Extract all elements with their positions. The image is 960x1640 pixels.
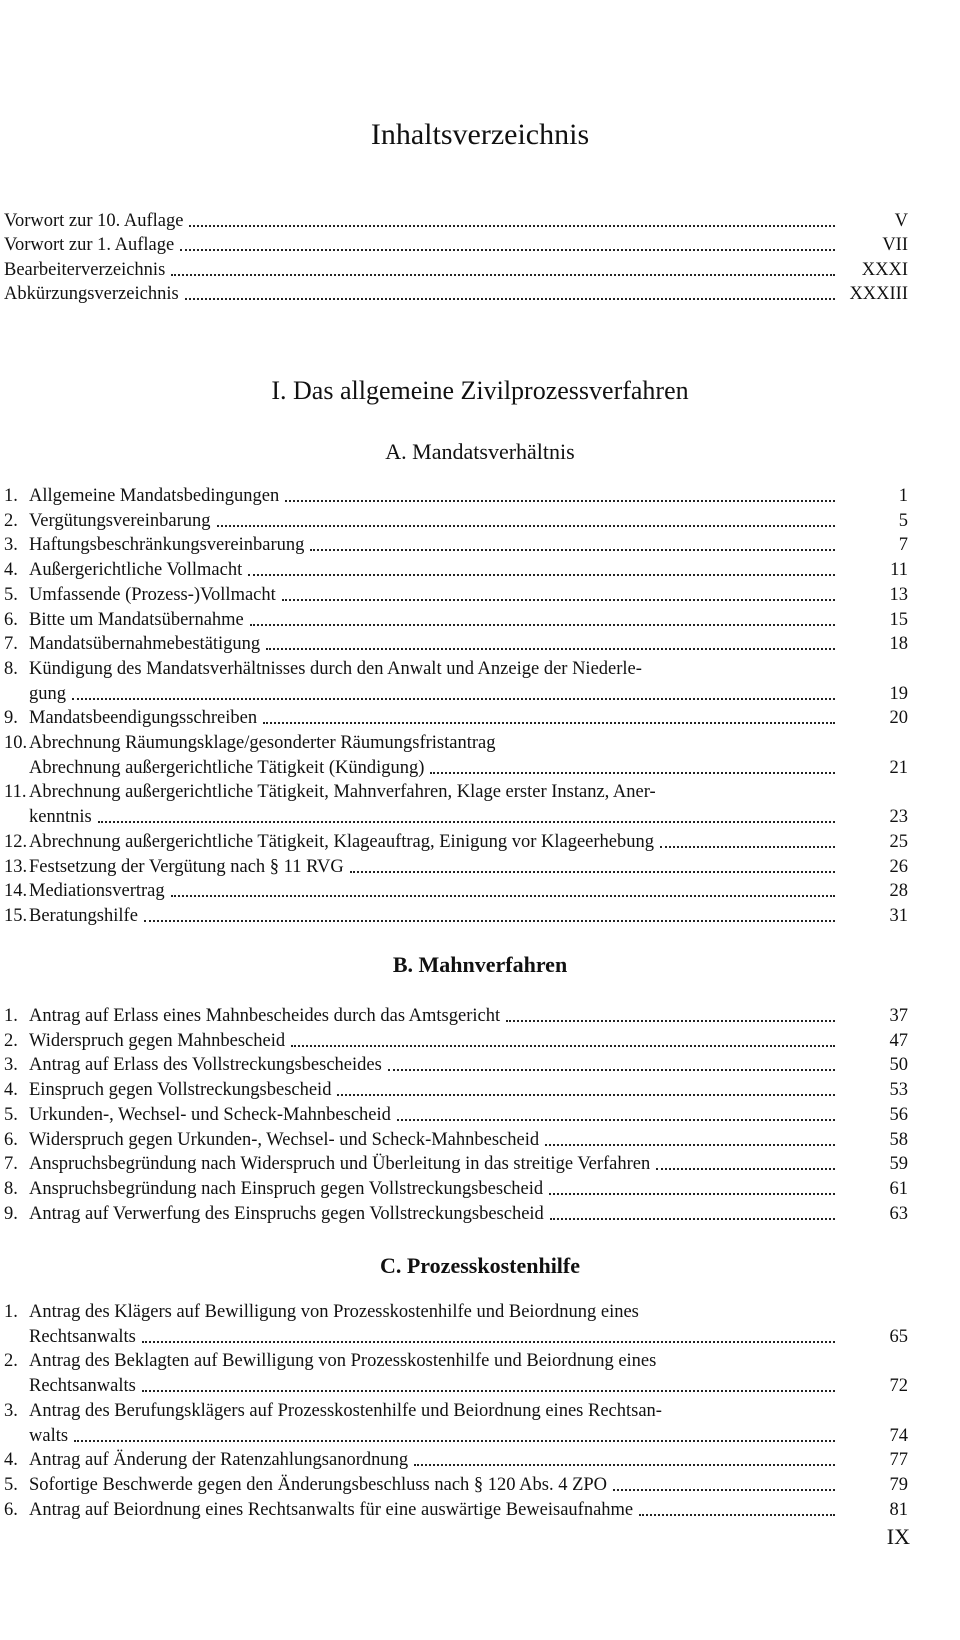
toc-line [0,730,960,757]
entry-number: 7. [4,634,18,655]
entry-title: Rechtsanwalts [29,1376,136,1397]
entry-title: Vorwort zur 10. Auflage [4,211,184,231]
entry-title: Vorwort zur 1. Auflage [4,235,175,256]
leader-dots [263,722,835,724]
entry-page: 5 [898,510,908,531]
entry-number: 1. [4,1006,18,1026]
toc-line [0,854,960,881]
entry-number: 4. [4,1080,18,1101]
toc-line [0,1077,960,1104]
leader-dots [171,895,835,897]
entry-page: 47 [889,1030,908,1051]
leader-dots [337,1094,835,1096]
entry-title: Kündigung des Mandatsverhältnisses durch den Anwalt und Anzeige der Niederle- [29,658,642,679]
toc-line [0,631,960,658]
toc-line [0,1151,960,1178]
leader-dots [171,274,835,276]
entry-page: 59 [889,1154,908,1175]
entry-number: 5. [4,584,18,605]
leader-dots [185,298,835,300]
entry-page: 1 [898,486,908,506]
entry-page: XXXI [861,259,908,280]
entry-page: 72 [889,1376,908,1397]
entry-number: 6. [4,609,18,630]
entry-title: Antrag auf Änderung der Ratenzahlungsanordnung [29,1450,409,1471]
leader-dots [282,599,835,601]
toc-line [0,1102,960,1129]
leader-dots [266,648,835,650]
entry-title: Abrechnung Räumungsklage/gesonderter Räumungsfristantrag [29,733,496,753]
toc-line [0,232,960,259]
leader-dots [74,1440,835,1442]
entry-page: 53 [889,1080,908,1101]
entry-number: 14. [4,881,28,902]
entry-title: Beratungshilfe [29,905,138,926]
entry-page: 25 [889,831,908,852]
leader-dots [613,1489,835,1491]
entry-title: Abrechnung außergerichtliche Tätigkeit, Klageauftrag, Einigung vor Klageerhebung [29,831,655,852]
leader-dots [397,1119,835,1121]
entry-page: 11 [890,560,908,581]
entry-page: 58 [889,1129,908,1150]
entry-number: 13. [4,856,28,877]
entry-number: 15. [4,905,28,926]
toc-line [0,532,960,559]
entry-page: 21 [889,757,908,778]
toc-line [0,804,960,831]
entry-title: Rechtsanwalts [29,1326,136,1347]
leader-dots [189,225,835,227]
entry-title: Antrag des Beklagten auf Bewilligung von Prozesskostenhilfe und Beiordnung eines [29,1351,657,1372]
entry-title: Widerspruch gegen Urkunden-, Wechsel- und Scheck-Mahnbescheid [29,1129,540,1150]
toc-line [0,1497,960,1524]
entry-number: 2. [4,1351,18,1372]
entry-number: 5. [4,1474,18,1495]
entry-number: 1. [4,486,18,506]
entry-page: 63 [889,1203,908,1224]
entry-page: 56 [889,1104,908,1125]
part-title: I. Das allgemeine Zivilprozessverfahren [271,376,689,405]
toc-line [0,1028,960,1055]
entry-page: 37 [889,1006,908,1026]
leader-dots [388,1069,835,1071]
toc-line [0,1299,960,1326]
entry-page: 61 [889,1178,908,1199]
entry-title: Antrag auf Verwerfung des Einspruchs gegen Vollstreckungsbescheid [29,1203,544,1224]
entry-page: 13 [889,584,908,605]
entry-page: XXXIII [849,283,908,304]
entry-title: Antrag des Klägers auf Bewilligung von Prozesskostenhilfe und Beiordnung eines [29,1302,639,1322]
entry-number: 8. [4,1178,18,1199]
entry-title: Antrag auf Erlass eines Mahnbescheides durch das Amtsgericht [29,1006,501,1026]
entry-number: 9. [4,1203,18,1224]
entry-title: Vergütungsvereinbarung [29,510,211,531]
page-number: IX [886,1524,910,1549]
toc-line [0,257,960,284]
entry-page: 50 [889,1055,908,1076]
leader-dots [142,1390,835,1392]
toc-line [0,1447,960,1474]
entry-number: 2. [4,510,18,531]
entry-page: 18 [889,634,908,655]
toc-line [0,1472,960,1499]
toc-line [0,878,960,905]
leader-dots [72,698,835,700]
toc-line [0,208,960,235]
toc-line [0,1348,960,1375]
section-b-title: B. Mahnverfahren [392,952,568,977]
entry-title: gung [29,683,66,704]
leader-dots [414,1464,835,1466]
entry-number: 4. [4,1450,18,1471]
leader-dots [656,1168,835,1170]
toc-line [0,705,960,732]
entry-title: Sofortige Beschwerde gegen den Änderungsbeschluss nach § 120 Abs. 4 ZPO [29,1474,608,1495]
toc-line [0,281,960,308]
toc-line [0,1003,960,1030]
toc-line [0,1127,960,1154]
leader-dots [217,525,835,527]
leader-dots [550,1218,835,1220]
toc-line [0,829,960,856]
section-a-title: A. Mandatsverhältnis [385,439,575,464]
section-c-title: C. Prozesskostenhilfe [379,1253,581,1278]
entry-title: Außergerichtliche Vollmacht [29,560,243,581]
leader-dots [144,920,835,922]
leader-dots [248,574,835,576]
entry-number: 3. [4,535,18,556]
leader-dots [350,871,835,873]
toc-line [0,1398,960,1425]
toc-line [0,903,960,930]
entry-title: Anspruchsbegründung nach Widerspruch und Überleitung in das streitige Verfahren [29,1154,651,1175]
entry-title: Mandatsbeendigungsschreiben [29,708,258,729]
toc-line [0,1201,960,1228]
entry-page: 20 [889,708,908,729]
entry-page: 81 [889,1499,908,1520]
leader-dots [250,624,835,626]
entry-number: 1. [4,1302,18,1322]
entry-page: 79 [889,1474,908,1495]
entry-title: Mediationsvertrag [29,881,165,902]
entry-number: 10. [4,733,28,753]
leader-dots [180,249,835,251]
entry-title: Abrechnung außergerichtliche Tätigkeit (Kündigung) [29,757,425,778]
entry-number: 2. [4,1030,18,1051]
entry-number: 3. [4,1400,18,1421]
entry-number: 6. [4,1129,18,1150]
entry-title: kenntnis [29,807,92,828]
entry-number: 7. [4,1154,18,1175]
entry-number: 9. [4,708,18,729]
entry-title: walts [29,1425,69,1446]
entry-title: Antrag auf Erlass des Vollstreckungsbescheides [29,1055,382,1076]
page-title: Inhaltsverzeichnis [370,118,590,151]
leader-dots [430,772,835,774]
toc-line [0,483,960,510]
entry-title: Allgemeine Mandatsbedingungen [29,486,280,506]
entry-title: Umfassende (Prozess-)Vollmacht [29,584,276,605]
leader-dots [98,821,835,823]
entry-title: Einspruch gegen Vollstreckungsbescheid [29,1080,332,1101]
entry-title: Mandatsübernahmebestätigung [29,634,261,655]
toc-line [0,1324,960,1351]
entry-page: 7 [898,535,908,556]
leader-dots [310,549,835,551]
toc-line [0,1052,960,1079]
leader-dots [660,846,835,848]
toc-line [0,582,960,609]
entry-page: 23 [889,807,908,828]
entry-number: 8. [4,658,18,679]
entry-title: Urkunden-, Wechsel- und Scheck-Mahnbescheid [29,1104,391,1125]
leader-dots [545,1144,835,1146]
leader-dots [291,1045,835,1047]
entry-number: 5. [4,1104,18,1125]
entry-page: 65 [889,1326,908,1347]
entry-page: 28 [889,881,908,902]
entry-title: Abrechnung außergerichtliche Tätigkeit, Mahnverfahren, Klage erster Instanz, Aner- [29,782,656,803]
toc-line [0,1423,960,1450]
toc-line [0,1373,960,1400]
leader-dots [506,1020,835,1022]
entry-title: Antrag auf Beiordnung eines Rechtsanwalts für eine auswärtige Beweisaufnahme [29,1499,634,1520]
entry-title: Widerspruch gegen Mahnbescheid [29,1030,286,1051]
entry-page: VII [882,235,908,256]
entry-page: 26 [889,856,908,877]
toc-line [0,607,960,634]
entry-title: Antrag des Berufungsklägers auf Prozesskostenhilfe und Beiordnung eines Rechtsan- [29,1400,662,1421]
toc-line [0,779,960,806]
toc-line [0,508,960,535]
entry-number: 12. [4,831,28,852]
leader-dots [639,1514,835,1516]
toc-line [0,681,960,708]
entry-title: Bitte um Mandatsübernahme [29,609,244,630]
leader-dots [549,1193,835,1195]
toc-line [0,656,960,683]
entry-page: V [894,211,908,231]
entry-number: 6. [4,1499,18,1520]
entry-number: 11. [4,782,27,803]
entry-page: 74 [889,1425,908,1446]
toc-line [0,557,960,584]
entry-page: 15 [889,609,908,630]
entry-title: Anspruchsbegründung nach Einspruch gegen Vollstreckungsbescheid [29,1178,544,1199]
entry-page: 19 [889,683,908,704]
toc-line [0,755,960,782]
entry-page: 77 [889,1450,908,1471]
entry-title: Abkürzungsverzeichnis [4,283,179,304]
leader-dots [285,500,835,502]
entry-title: Bearbeiterverzeichnis [4,259,166,280]
entry-number: 3. [4,1055,18,1076]
leader-dots [142,1341,835,1343]
entry-title: Haftungsbeschränkungsvereinbarung [29,535,305,556]
toc-line [0,1176,960,1203]
entry-number: 4. [4,560,18,581]
entry-page: 31 [889,905,908,926]
entry-title: Festsetzung der Vergütung nach § 11 RVG [29,856,344,877]
